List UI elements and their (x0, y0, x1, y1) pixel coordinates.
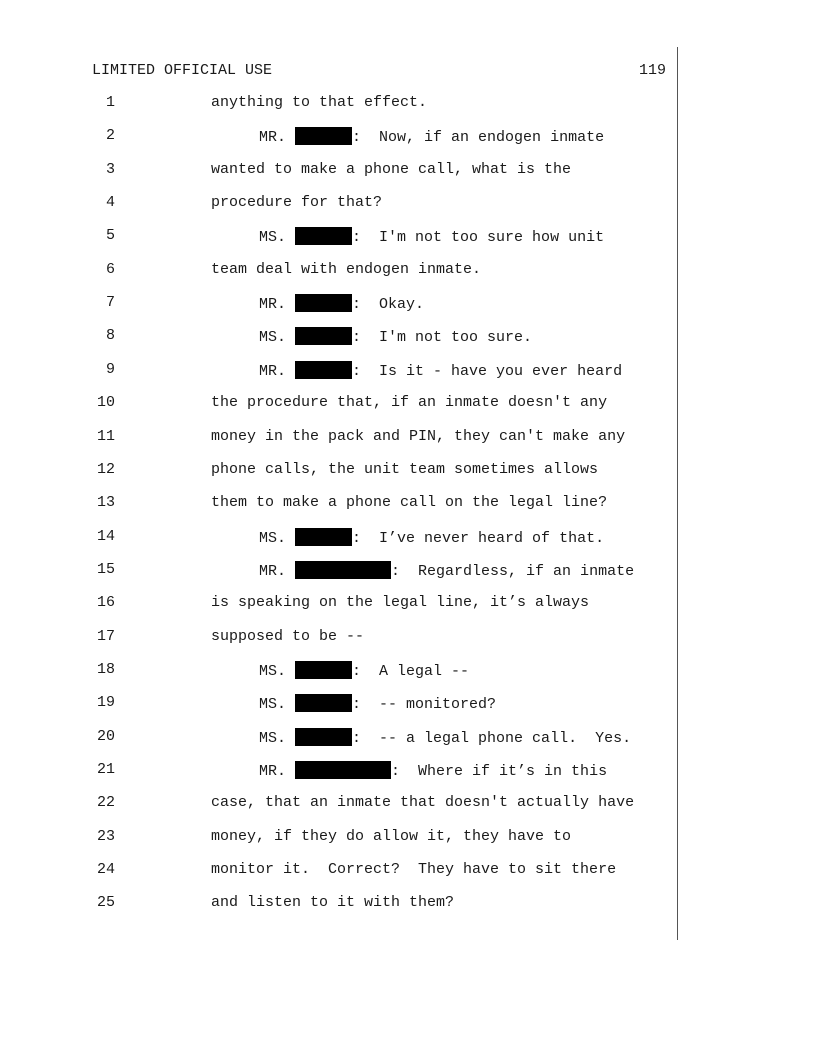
speaker-label: MR. (259, 763, 287, 780)
transcript-line (0, 561, 816, 581)
speaker-label: MR. (259, 129, 287, 147)
line-text: : Okay. (352, 296, 425, 314)
transcript-line (0, 294, 816, 314)
line-text: : Is it - have you ever heard (352, 362, 623, 380)
transcript-line (0, 194, 816, 214)
line-number: 17 (96, 627, 115, 645)
line-number: 5 (105, 227, 115, 245)
line-number: 8 (105, 327, 115, 345)
speaker-line (259, 127, 604, 146)
line-number: 22 (96, 794, 115, 812)
transcript-line (0, 594, 816, 614)
speaker-line (259, 561, 634, 580)
line-number: 6 (105, 260, 115, 278)
line-number: 25 (96, 894, 115, 912)
speaker-label: MS. (259, 529, 287, 547)
redaction-box (295, 127, 352, 145)
redaction-box (295, 728, 352, 746)
transcript-line (0, 227, 816, 247)
line-text: wanted to make a phone call, what is the (211, 160, 572, 178)
line-number: 19 (96, 694, 115, 712)
line-number: 24 (96, 861, 115, 879)
line-text: them to make a phone call on the legal line? (211, 494, 608, 512)
transcript-line (0, 828, 816, 848)
redaction-box (295, 761, 391, 779)
transcript-line (0, 494, 816, 514)
line-number: 20 (96, 727, 115, 745)
line-number: 7 (105, 294, 115, 312)
line-number: 13 (96, 494, 115, 512)
line-number: 9 (105, 360, 115, 378)
line-number: 14 (96, 527, 115, 545)
transcript-line (0, 728, 816, 748)
line-number: 2 (105, 127, 115, 145)
redaction-box (295, 361, 352, 379)
line-text: supposed to be -- (211, 627, 365, 645)
line-number: 21 (96, 761, 115, 778)
transcript-line (0, 428, 816, 448)
line-text: the procedure that, if an inmate doesn't any (211, 394, 608, 412)
line-text: : -- monitored? (352, 696, 497, 714)
speaker-line (259, 661, 469, 680)
transcript-line (0, 327, 816, 347)
speaker-line (259, 761, 607, 780)
transcript-line (0, 461, 816, 481)
redaction-box (295, 227, 352, 245)
redaction-box (295, 694, 352, 712)
line-text: : A legal -- (352, 662, 470, 680)
line-number: 4 (105, 194, 115, 212)
line-number: 12 (96, 460, 115, 478)
line-text: monitor it. Correct? They have to sit there (211, 861, 617, 879)
line-text: : I'm not too sure how unit (352, 229, 605, 247)
classification-header: LIMITED OFFICIAL USE (92, 62, 273, 79)
line-text: : Regardless, if an inmate (391, 562, 635, 580)
speaker-line (259, 361, 622, 380)
line-text: is speaking on the legal line, it’s always (211, 594, 590, 612)
redaction-box (295, 327, 352, 345)
transcript-line (0, 628, 816, 648)
transcript-line (0, 94, 816, 114)
line-number: 18 (96, 660, 115, 678)
speaker-label: MR. (259, 362, 287, 380)
transcript-line (0, 894, 816, 914)
page-number: 119 (638, 62, 666, 79)
speaker-line (259, 227, 604, 246)
line-text: money, if they do allow it, they have to (211, 827, 572, 845)
speaker-line (259, 728, 631, 747)
line-text: : Now, if an endogen inmate (352, 129, 605, 147)
line-text: : I’ve never heard of that. (352, 529, 605, 547)
transcript-line (0, 661, 816, 681)
speaker-label: MS. (259, 662, 287, 680)
redaction-box (295, 561, 391, 579)
line-text: and listen to it with them? (211, 894, 455, 912)
speaker-line (259, 327, 532, 346)
speaker-label: MR. (259, 562, 287, 580)
speaker-line (259, 528, 604, 547)
line-text: money in the pack and PIN, they can't make any (211, 427, 626, 445)
line-number: 1 (105, 94, 115, 111)
redaction-box (295, 661, 352, 679)
transcript-line (0, 794, 816, 814)
speaker-label: MR. (259, 296, 287, 314)
transcript-line (0, 694, 816, 714)
transcript-line (0, 528, 816, 548)
line-text: procedure for that? (211, 194, 383, 212)
redaction-box (295, 294, 352, 312)
speaker-line (259, 294, 424, 313)
line-number: 23 (96, 827, 115, 845)
speaker-label: MS. (259, 696, 287, 714)
speaker-line (259, 694, 496, 713)
line-number: 11 (96, 427, 115, 445)
speaker-label: MS. (259, 329, 287, 347)
line-text: : Where if it’s in this (391, 763, 608, 780)
line-text: : -- a legal phone call. Yes. (352, 729, 632, 747)
line-text: anything to that effect. (211, 94, 428, 111)
transcript-line (0, 161, 816, 181)
line-text: phone calls, the unit team sometimes allows (211, 460, 599, 478)
line-text: team deal with endogen inmate. (211, 260, 482, 278)
line-number: 10 (96, 394, 115, 412)
transcript-line (0, 394, 816, 414)
redaction-box (295, 528, 352, 546)
speaker-label: MS. (259, 229, 287, 247)
line-text: : I'm not too sure. (352, 329, 533, 347)
line-number: 16 (96, 594, 115, 612)
transcript-line (0, 761, 816, 781)
transcript-line (0, 361, 816, 381)
transcript-line (0, 861, 816, 881)
transcript-line (0, 127, 816, 147)
line-number: 15 (96, 560, 115, 578)
line-text: case, that an inmate that doesn't actually have (211, 794, 635, 812)
transcript-line (0, 261, 816, 281)
line-number: 3 (105, 160, 115, 178)
speaker-label: MS. (259, 729, 287, 747)
